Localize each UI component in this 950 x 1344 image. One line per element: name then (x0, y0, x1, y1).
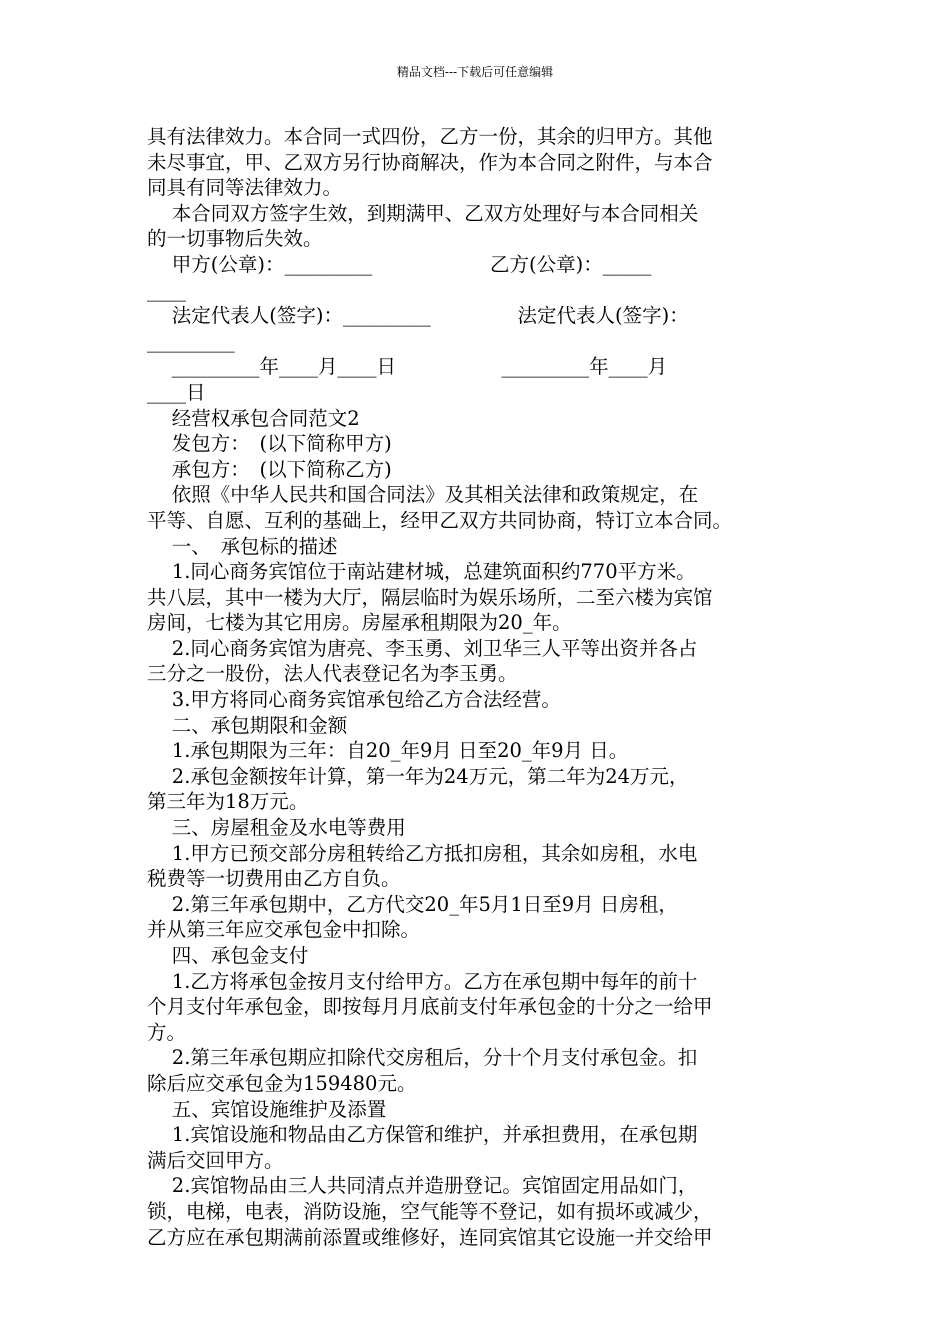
text-line: 法定代表人(签字)：_________ 法定代表人(签字)： (147, 304, 689, 328)
text-line: 的一切事物后失效。 (147, 227, 323, 251)
text-line: 1.同心商务宾馆位于南站建材城，总建筑面积约770平方米。 (147, 560, 696, 584)
text-line: 五、宾馆设施维护及添置 (147, 1097, 387, 1121)
text-line: 三分之一股份，法人代表登记名为李玉勇。 (147, 662, 518, 686)
text-line: 房间，七楼为其它用房。房屋承租期限为20_年。 (147, 611, 572, 635)
text-line: 未尽事宜，甲、乙双方另行协商解决，作为本合同之附件，与本合 (147, 150, 713, 174)
text-line: 第三年为18万元。 (147, 790, 309, 814)
text-line: 2.同心商务宾馆为唐亮、李玉勇、刘卫华三人平等出资并各占 (147, 636, 698, 660)
text-line: 具有法律效力。本合同一式四份，乙方一份，其余的归甲方。其他 (147, 125, 713, 148)
text-line: 发包方： (以下简称甲方) (147, 432, 392, 456)
text-line: 三、房屋租金及水电等费用 (147, 816, 406, 840)
text-line: 并从第三年应交承包金中扣除。 (147, 918, 421, 942)
text-line: 满后交回甲方。 (147, 1148, 284, 1172)
document-body (147, 124, 807, 1250)
text-line: ____ (147, 278, 186, 302)
text-line: _________ (147, 329, 235, 353)
text-line: 共八层，其中一楼为大厅，隔层临时为娱乐场所，二至六楼为宾馆 (147, 585, 713, 609)
text-line: 除后应交承包金为159480元。 (147, 1071, 417, 1095)
page-header: 精品文档---下载后可任意编辑 (396, 65, 554, 79)
text-line: 2.宾馆物品由三人共同清点并造册登记。宾馆固定用品如门， (147, 1174, 698, 1198)
text-line: 2.承包金额按年计算，第一年为24万元，第二年为24万元， (147, 764, 689, 788)
text-line: _________年____月____日 _________年____月 (147, 355, 668, 379)
text-line: 锁，电梯，电表，消防设施，空气能等不登记，如有损坏或减少， (147, 1199, 713, 1223)
text-line: 依照《中华人民共和国合同法》及其相关法律和政策规定，在 (147, 483, 699, 507)
text-line: 1.甲方已预交部分房租转给乙方抵扣房租，其余如房租，水电 (147, 841, 698, 865)
text-line: 平等、自愿、互利的基础上，经甲乙双方共同协商，特订立本合同。 (147, 508, 733, 532)
text-line: 同具有同等法律效力。 (147, 176, 343, 200)
text-line: 1.承包期限为三年：自20_年9月 日至20_年9月 日。 (147, 739, 629, 763)
text-line: 二、承包期限和金额 (147, 713, 348, 737)
text-line: 个月支付年承包金，即按每月月底前支付年承包金的十分之一给甲 (147, 995, 713, 1019)
text-line: 3.甲方将同心商务宾馆承包给乙方合法经营。 (147, 688, 561, 712)
text-line: 2.第三年承包期中，乙方代交20_年5月1日至9月 日房租， (147, 892, 678, 916)
text-line: 2.第三年承包期应扣除代交房租后，分十个月支付承包金。扣 (147, 1046, 698, 1070)
text-line: 四、承包金支付 (147, 944, 309, 967)
text-line: 1.乙方将承包金按月支付给甲方。乙方在承包期中每年的前十 (147, 969, 698, 993)
text-line: 一、 承包标的描述 (147, 534, 338, 558)
text-line: 经营权承包合同范文2 (147, 406, 360, 430)
text-line: 1.宾馆设施和物品由乙方保管和维护，并承担费用，在承包期 (147, 1123, 698, 1147)
text-line: ____日 (147, 380, 206, 404)
text-line: 乙方应在承包期满前添置或维修好，连同宾馆其它设施一并交给甲 (147, 1225, 713, 1249)
text-line: 本合同双方签字生效，到期满甲、乙双方处理好与本合同相关 (147, 201, 699, 225)
text-line: 承包方： (以下简称乙方) (147, 457, 392, 481)
text-line: 方。 (147, 1020, 187, 1044)
text-line: 税费等一切费用由乙方自负。 (147, 867, 401, 891)
text-line: 甲方(公章)：_________ 乙方(公章)：_____ (147, 252, 652, 276)
